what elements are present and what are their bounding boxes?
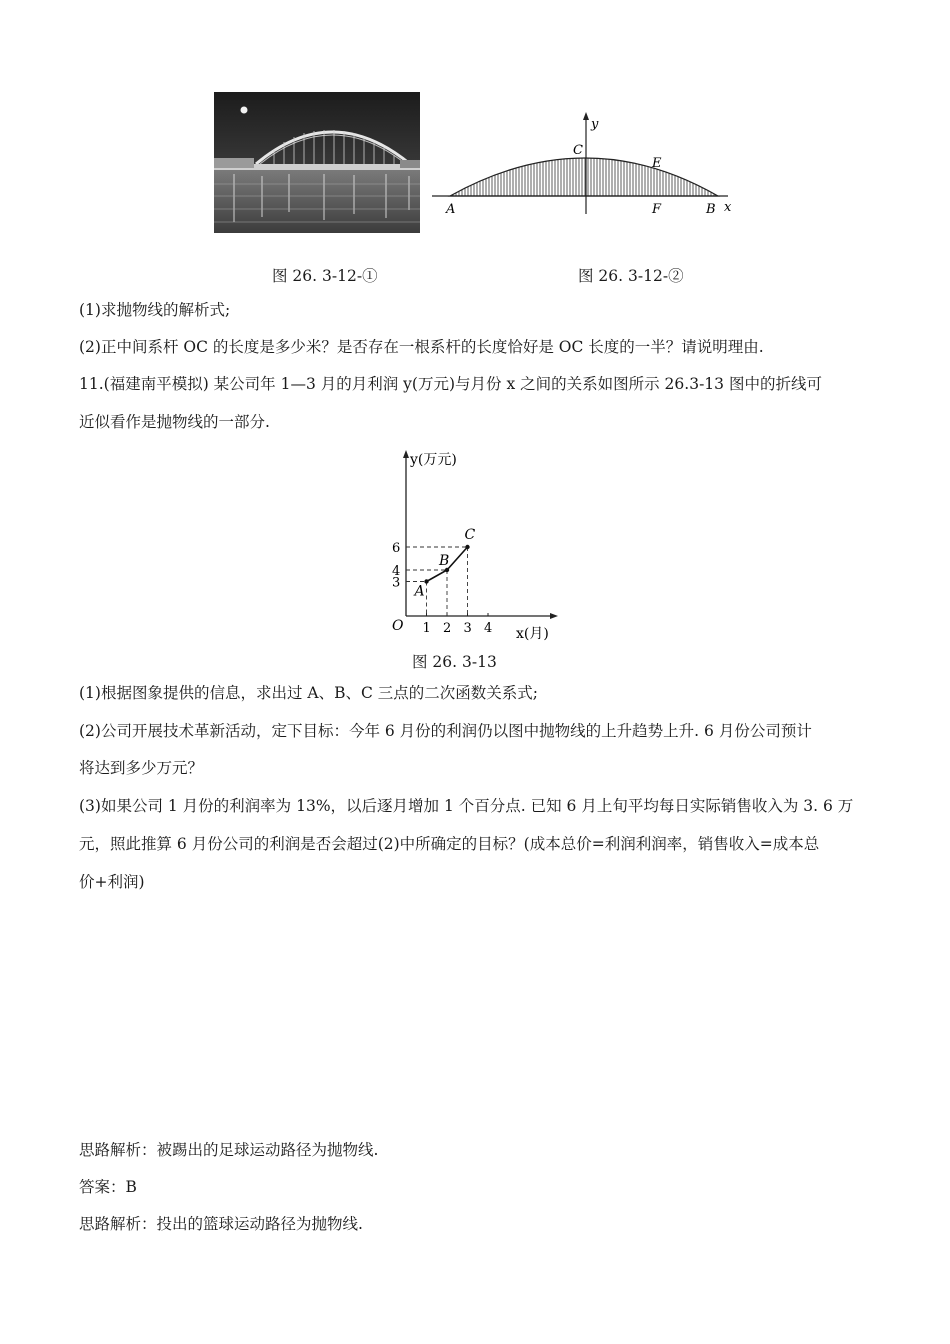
figure1-caption: 图 26. 3-12-① [272,267,378,285]
parabola-arch-diagram [428,110,748,226]
y-tick-label: 6 [392,541,401,556]
bridge-photo [214,92,420,233]
x-tick-label: 1 [422,621,431,636]
point-label-b: B [439,553,450,569]
figure2-caption: 图 26. 3-12-② [578,267,684,285]
y-tick-label: 3 [392,575,401,591]
point-label-c: C [464,527,476,543]
point-e-label: E [652,156,662,171]
data-point-a [424,579,428,583]
q10-part2: (2)正中间系杆 OC 的长度是多少米？是否存在一根系杆的长度恰好是 OC 长度的一半？请说明理由. [79,338,764,356]
moon-icon [241,107,248,114]
profit-chart [380,446,570,646]
x-tick-label: 4 [484,621,493,636]
point-b-label: B [706,202,716,217]
q11-part3-line1: (3)如果公司 1 月份的利润率为 13%，以后逐月增加 1 个百分点. 已知 6 月上旬平均每日实际销售收入为 3. 6 万 [79,797,854,815]
y-tick-label: 4 [392,564,401,579]
arch-area [450,158,718,196]
y-axis-arrow [583,112,589,120]
point-a-label: A [446,202,456,217]
point-label-a: A [414,583,425,600]
q11-part3-line2: 元，照此推算 6 月份公司的利润是否会超过(2)中所确定的目标？(成本总价=利润利润率，销售收入=成本总 [79,835,820,853]
data-point-c [465,545,469,549]
answer-analysis-1: 思路解析：被踢出的足球运动路径为抛物线. [79,1141,379,1159]
x-tick-label: 2 [443,621,452,636]
x-tick-label: 3 [463,621,472,636]
q11-part3-line3: 价+利润) [79,873,145,891]
answer-value: 答案：B [79,1178,137,1196]
q11-part2-line2: 将达到多少万元？ [79,759,204,777]
point-f-label: F [652,202,662,217]
chart-x-axis-label: x(月) [516,626,549,642]
chart-y-axis-label: y(万元) [410,452,457,468]
x-label: x [724,200,732,215]
chart-x-axis-arrow [550,613,558,619]
q11-stem-line1: 11.(福建南平模拟) 某公司年 1—3 月的月利润 y(万元)与月份 x 之间的关系如图所示 26.3-13 图中的折线可 [79,375,822,393]
q11-stem-line2: 近似看作是抛物线的一部分. [79,413,270,431]
point-c-label: C [573,143,583,158]
q11-part2-line1: (2)公司开展技术革新活动，定下目标：今年 6 月份的利润仍以图中抛物线的上升趋势上升. 6 月份公司预计 [79,722,812,740]
figure3-caption: 图 26. 3-13 [412,653,497,671]
answer-analysis-2: 思路解析：投出的篮球运动路径为抛物线. [79,1215,363,1233]
q11-part1: (1)根据图象提供的信息，求出过 A、B、C 三点的二次函数关系式; [79,684,538,702]
chart-origin-label: O [392,618,404,634]
chart-y-axis-arrow [403,450,409,458]
q10-part1: (1)求抛物线的解析式; [79,301,231,319]
bridge-photo-drawing [214,92,420,233]
y-label: y [591,117,599,132]
